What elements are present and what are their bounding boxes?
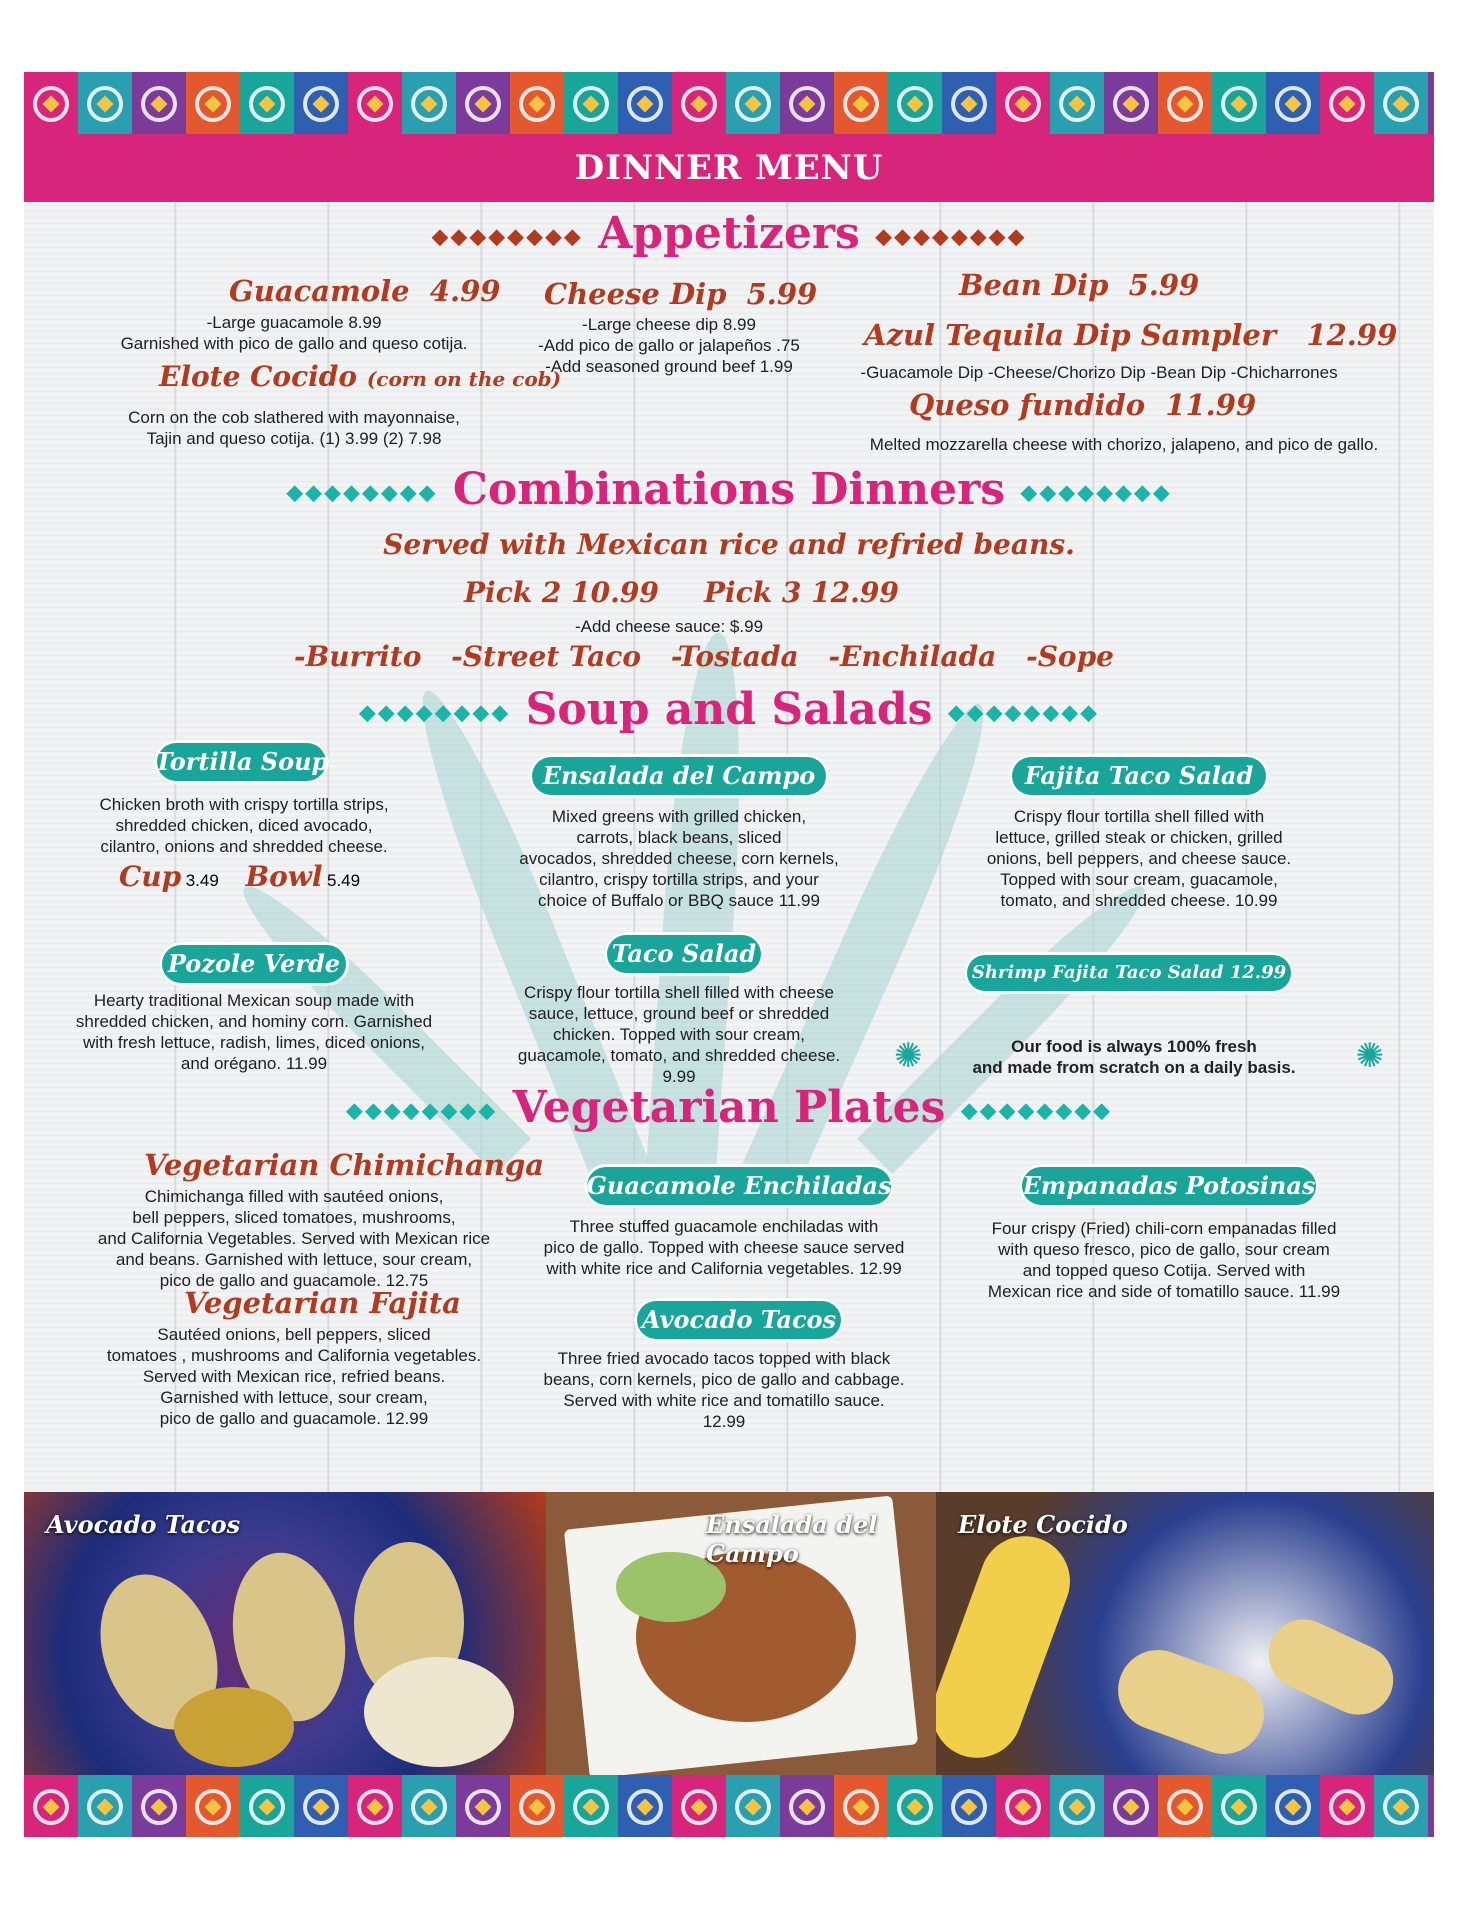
combination-options bbox=[294, 640, 1114, 673]
corn-shape bbox=[936, 1524, 1083, 1771]
guacamole-title: Guacamole 4.99 bbox=[229, 274, 501, 308]
dot-divider: ◆◆◆◆◆◆◆◆ bbox=[358, 699, 511, 726]
combo-option: -Tostada bbox=[670, 640, 799, 673]
tile-decoration bbox=[564, 1775, 618, 1837]
food-photo-strip bbox=[24, 1492, 1434, 1777]
fajita-taco-salad-pill: Fajita Taco Salad bbox=[1009, 754, 1269, 798]
corn-shape bbox=[1107, 1639, 1275, 1765]
cheese-dip-desc: -Large cheese dip 8.99 -Add pico de gallo or jalapeños .75 -Add seasoned ground beef 1.99 bbox=[538, 315, 800, 376]
tile-decoration bbox=[1428, 72, 1434, 136]
corn-shape bbox=[1257, 1608, 1404, 1726]
tile-decoration bbox=[726, 72, 780, 136]
tile-decoration bbox=[1050, 72, 1104, 136]
appetizers-heading: ◆◆◆◆◆◆◆◆ Appetizers ◆◆◆◆◆◆◆◆ bbox=[431, 208, 1027, 259]
ensalada-campo-desc: Mixed greens with grilled chicken, carrots, black beans, sliced avocados, shredded cheese, corn kernels, cilantro, crispy tortilla strips, and your choice of Buffalo or BBQ sauce 11.99 bbox=[519, 807, 839, 910]
tile-decoration bbox=[1212, 72, 1266, 136]
tile-decoration bbox=[1104, 72, 1158, 136]
tile-decoration bbox=[996, 72, 1050, 136]
tile-decoration bbox=[618, 1775, 672, 1837]
cheese-dip-title: Cheese Dip 5.99 bbox=[544, 277, 818, 311]
combinations-heading: ◆◆◆◆◆◆◆◆ Combinations Dinners ◆◆◆◆◆◆◆◆ bbox=[286, 464, 1172, 515]
tile-decoration bbox=[1320, 72, 1374, 136]
tile-decoration bbox=[942, 72, 996, 136]
avocado-tacos-desc: Three fried avocado tacos topped with black beans, corn kernels, pico de gallo and cabbage. Served with white rice and tomatillo sauce. 12.99 bbox=[543, 1349, 905, 1431]
sauce-cup bbox=[174, 1687, 294, 1767]
queso-fundido-desc: Melted mozzarella cheese with chorizo, jalapeno, and pico de gallo. bbox=[869, 435, 1379, 454]
soup-salads-heading: ◆◆◆◆◆◆◆◆ Soup and Salads ◆◆◆◆◆◆◆◆ bbox=[358, 684, 1100, 735]
tile-decoration bbox=[1374, 72, 1428, 136]
tile-decoration bbox=[1212, 1775, 1266, 1837]
dot-divider: ◆◆◆◆◆◆◆◆ bbox=[431, 223, 583, 250]
dot-divider: ◆◆◆◆◆◆◆◆ bbox=[875, 223, 1027, 250]
dot-divider: ◆◆◆◆◆◆◆◆ bbox=[947, 699, 1100, 726]
tile-decoration bbox=[510, 72, 564, 136]
photo-avocado-tacos bbox=[24, 1492, 546, 1777]
sampler-desc: -Guacamole Dip -Cheese/Chorizo Dip -Bean Dip -Chicharrones bbox=[860, 363, 1338, 382]
empanadas-potosinas-pill: Empanadas Potosinas bbox=[1019, 1164, 1319, 1208]
fajita-taco-salad-desc: Crispy flour tortilla shell filled with lettuce, grilled steak or chicken, grilled onions, bell peppers, and cheese sauce. Topped with sour cream, guacamole, tomato, and shredded cheese. 10.99 bbox=[986, 807, 1292, 910]
tile-decoration bbox=[942, 1775, 996, 1837]
tile-decoration bbox=[78, 1775, 132, 1837]
tile-decoration bbox=[834, 1775, 888, 1837]
tile-decoration bbox=[294, 1775, 348, 1837]
photo-label: Ensalada del Campo bbox=[706, 1510, 878, 1568]
pozole-verde-desc: Hearty traditional Mexican soup made with shredded chicken, and hominy corn. Garnished with fresh lettuce, radish, limes, diced onions, and orégano. 11.99 bbox=[75, 991, 433, 1073]
menu-banner: DINNER MENU bbox=[24, 134, 1434, 202]
tile-decoration bbox=[240, 72, 294, 136]
dot-divider: ◆◆◆◆◆◆◆◆ bbox=[1020, 479, 1172, 506]
empanadas-potosinas-desc: Four crispy (Fried) chili-corn empanadas filled with queso fresco, pico de gallo, sour cream and topped queso Cotija. Served with Mexican rice and side of tomatillo sauce. 11.99 bbox=[987, 1219, 1341, 1301]
veg-chimichanga-title: Vegetarian Chimichanga bbox=[144, 1148, 545, 1182]
tile-decoration bbox=[1320, 1775, 1374, 1837]
tile-decoration bbox=[618, 72, 672, 136]
dot-divider: ◆◆◆◆◆◆◆◆ bbox=[345, 1097, 498, 1124]
tile-decoration bbox=[240, 1775, 294, 1837]
tile-decoration bbox=[888, 1775, 942, 1837]
tile-decoration bbox=[1374, 1775, 1428, 1837]
tile-decoration bbox=[402, 72, 456, 136]
photo-label: Elote Cocido bbox=[958, 1510, 1128, 1539]
bean-dip-title: Bean Dip 5.99 bbox=[959, 268, 1200, 302]
tile-decoration bbox=[780, 72, 834, 136]
photo-label: Avocado Tacos bbox=[46, 1510, 241, 1539]
dot-divider: ◆◆◆◆◆◆◆◆ bbox=[960, 1097, 1113, 1124]
agave-icon: ✺ bbox=[894, 1037, 923, 1075]
tile-decoration bbox=[132, 1775, 186, 1837]
elote-desc: Corn on the cob slathered with mayonnaise, Tajin and queso cotija. (1) 3.99 (2) 7.98 bbox=[128, 408, 460, 448]
dinner-menu bbox=[24, 72, 1434, 1837]
tile-decoration bbox=[186, 1775, 240, 1837]
rice-shape bbox=[364, 1657, 514, 1767]
tile-decoration bbox=[402, 1775, 456, 1837]
pozole-verde-pill: Pozole Verde bbox=[159, 942, 349, 986]
vegetarian-heading: ◆◆◆◆◆◆◆◆ Vegetarian Plates ◆◆◆◆◆◆◆◆ bbox=[345, 1082, 1113, 1133]
guacamole-desc: -Large guacamole 8.99 Garnished with pico de gallo and queso cotija. bbox=[120, 313, 468, 353]
tile-decoration bbox=[1158, 1775, 1212, 1837]
veg-fajita-desc: Sautéed onions, bell peppers, sliced tomatoes , mushrooms and California vegetables. Served with Mexican rice, refried beans. Garnished with lettuce, sour cream, pico de gallo and guacamole. 12.99 bbox=[106, 1325, 482, 1428]
veg-chimichanga-desc: Chimichanga filled with sautéed onions, bell peppers, sliced tomatoes, mushrooms, and California Vegetables. Served with Mexican rice and beans. Garnished with lettuce, sour cream, pico de gallo and guacamole. 12.75 bbox=[97, 1187, 491, 1290]
photo-elote-cocido bbox=[936, 1492, 1434, 1777]
fresh-note bbox=[894, 1034, 1384, 1084]
tile-decoration bbox=[996, 1775, 1050, 1837]
tortilla-soup-desc: Chicken broth with crispy tortilla strips, shredded chicken, diced avocado, cilantro, onions and shredded cheese. bbox=[99, 795, 389, 856]
combo-option: -Street Taco bbox=[451, 640, 642, 673]
tile-decoration bbox=[834, 72, 888, 136]
photo-ensalada-campo bbox=[546, 1492, 936, 1777]
sampler-title: Azul Tequila Dip Sampler 12.99 bbox=[864, 318, 1398, 352]
tile-border-top bbox=[24, 72, 1434, 136]
ensalada-campo-pill: Ensalada del Campo bbox=[529, 754, 829, 798]
tile-decoration bbox=[510, 1775, 564, 1837]
tile-decoration bbox=[888, 72, 942, 136]
tile-decoration bbox=[294, 72, 348, 136]
combinations-subtitle: Served with Mexican rice and refried beans. bbox=[383, 528, 1075, 561]
tile-decoration bbox=[132, 72, 186, 136]
tile-decoration bbox=[456, 72, 510, 136]
guacamole-enchiladas-desc: Three stuffed guacamole enchiladas with pico de gallo. Topped with cheese sauce served with white rice and California vegetables. 12.99 bbox=[543, 1217, 905, 1278]
taco-salad-desc: Crispy flour tortilla shell filled with cheese sauce, lettuce, ground beef or shredded chicken. Topped with sour cream, guacamole, tomato, and shredded cheese. 9.99 bbox=[517, 983, 841, 1086]
veg-fajita-title: Vegetarian Fajita bbox=[184, 1286, 461, 1320]
tile-border-bottom bbox=[24, 1775, 1434, 1837]
tile-decoration bbox=[1428, 1775, 1434, 1837]
taco-salad-pill: Taco Salad bbox=[604, 932, 764, 976]
tile-decoration bbox=[456, 1775, 510, 1837]
tile-decoration bbox=[24, 72, 78, 136]
queso-fundido-title: Queso fundido 11.99 bbox=[909, 388, 1257, 422]
tile-decoration bbox=[348, 72, 402, 136]
cheese-sauce-note: -Add cheese sauce: $.99 bbox=[574, 617, 764, 636]
shrimp-fajita-pill: Shrimp Fajita Taco Salad 12.99 bbox=[964, 952, 1294, 994]
tile-decoration bbox=[186, 72, 240, 136]
combo-option: -Burrito bbox=[294, 640, 422, 673]
tortilla-soup-pill: Tortilla Soup bbox=[154, 740, 329, 784]
tile-decoration bbox=[24, 1775, 78, 1837]
fresh-note-text: Our food is always 100% fresh and made from scratch on a daily basis. bbox=[972, 1037, 1296, 1077]
tile-decoration bbox=[726, 1775, 780, 1837]
guacamole-enchiladas-pill: Guacamole Enchiladas bbox=[584, 1164, 894, 1208]
dot-divider: ◆◆◆◆◆◆◆◆ bbox=[286, 479, 438, 506]
combo-option: -Sope bbox=[1026, 640, 1114, 673]
tile-decoration bbox=[672, 1775, 726, 1837]
tile-decoration bbox=[1050, 1775, 1104, 1837]
tile-decoration bbox=[78, 72, 132, 136]
tile-decoration bbox=[780, 1775, 834, 1837]
tile-decoration bbox=[564, 72, 618, 136]
tortilla-soup-sizes: Cup 3.49 Bowl 5.49 bbox=[119, 860, 361, 893]
avocado-tacos-pill: Avocado Tacos bbox=[634, 1298, 844, 1342]
tile-decoration bbox=[1266, 1775, 1320, 1837]
pick-3-price: Pick 3 12.99 bbox=[704, 576, 899, 609]
tile-decoration bbox=[348, 1775, 402, 1837]
tile-decoration bbox=[672, 72, 726, 136]
elote-title: Elote Cocido (corn on the cob) bbox=[159, 360, 562, 393]
pick-2-price: Pick 2 10.99 bbox=[464, 576, 659, 609]
tile-decoration bbox=[1158, 72, 1212, 136]
tile-decoration bbox=[1266, 72, 1320, 136]
combo-option: -Enchilada bbox=[828, 640, 997, 673]
agave-icon: ✺ bbox=[1355, 1037, 1384, 1075]
tile-decoration bbox=[1104, 1775, 1158, 1837]
